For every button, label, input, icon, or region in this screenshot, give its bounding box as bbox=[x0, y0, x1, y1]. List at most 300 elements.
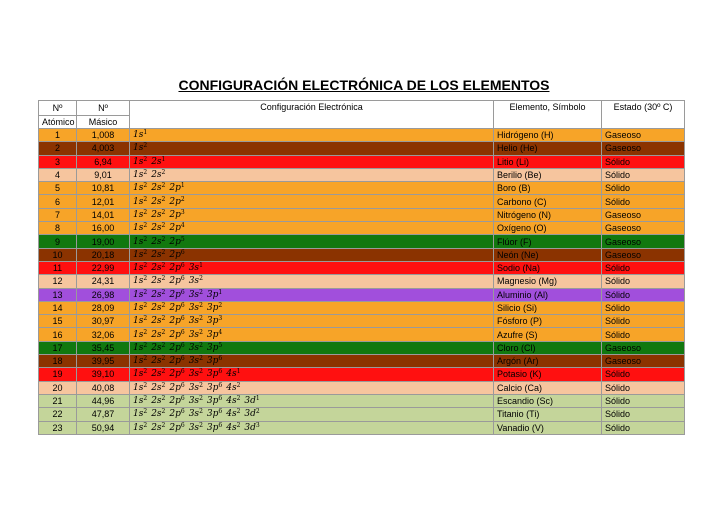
mass-number-cell: 19,00 bbox=[77, 235, 130, 248]
orbital-term bbox=[226, 369, 240, 379]
mass-number-cell: 22,99 bbox=[77, 261, 130, 274]
table-row bbox=[39, 235, 685, 248]
header-mass-number-line2: Másico bbox=[77, 116, 130, 129]
orbital-term bbox=[133, 290, 147, 300]
orbital-electrons: 2 bbox=[143, 341, 148, 349]
orbital-label: 1s bbox=[133, 276, 144, 287]
orbital-electrons: 2 bbox=[199, 328, 203, 336]
orbital-label: 2s bbox=[151, 276, 162, 287]
orbital-electrons: 6 bbox=[180, 275, 185, 283]
orbital-label: 1s bbox=[133, 130, 144, 141]
state-cell: Gaseoso bbox=[602, 222, 685, 235]
orbital-label: 2s bbox=[151, 409, 162, 420]
orbital-label: 2s bbox=[151, 422, 162, 433]
element-cell: Cloro (Cl) bbox=[494, 341, 602, 354]
mass-number-cell: 47,87 bbox=[77, 408, 130, 421]
orbital-electrons: 2 bbox=[255, 408, 260, 416]
orbital-label: 3s bbox=[188, 409, 200, 420]
orbital-term bbox=[133, 197, 147, 207]
orbital-label: 2p bbox=[169, 209, 181, 220]
orbital-label: 3p bbox=[206, 422, 219, 433]
orbital-electrons: 2 bbox=[143, 248, 148, 256]
orbital-electrons: 6 bbox=[180, 288, 185, 296]
orbital-term bbox=[133, 396, 147, 406]
orbital-term bbox=[133, 223, 147, 233]
orbital-electrons: 2 bbox=[143, 381, 148, 389]
orbital-term bbox=[151, 263, 165, 273]
orbital-term bbox=[189, 276, 203, 286]
orbital-term bbox=[169, 396, 184, 406]
orbital-label: 4s bbox=[226, 369, 237, 380]
orbital-label: 1s bbox=[133, 422, 144, 433]
orbital-label: 4s bbox=[226, 382, 237, 393]
table-row bbox=[39, 275, 685, 288]
orbital-electrons: 6 bbox=[180, 302, 185, 309]
orbital-label: 2s bbox=[151, 156, 162, 167]
orbital-term bbox=[189, 290, 203, 300]
orbital-term bbox=[169, 223, 184, 233]
orbital-term bbox=[189, 263, 203, 273]
orbital-label: 2p bbox=[169, 382, 181, 393]
orbital-label: 2s bbox=[151, 289, 162, 300]
state-cell: Sólido bbox=[602, 261, 685, 274]
configuration-cell bbox=[130, 328, 494, 341]
orbital-electrons: 5 bbox=[218, 341, 223, 349]
orbital-electrons: 2 bbox=[161, 302, 166, 309]
configuration-cell bbox=[130, 368, 494, 381]
orbital-term bbox=[207, 290, 222, 300]
orbital-label: 3d bbox=[244, 409, 256, 420]
table-row bbox=[39, 368, 685, 381]
atomic-number-cell: 12 bbox=[39, 275, 77, 288]
state-cell: Gaseoso bbox=[602, 208, 685, 221]
mass-number-cell: 35,45 bbox=[77, 341, 130, 354]
table-row bbox=[39, 355, 685, 368]
orbital-label: 3p bbox=[206, 329, 219, 340]
orbital-label: 2p bbox=[169, 329, 181, 340]
orbital-label: 1s bbox=[133, 223, 144, 234]
atomic-number-cell: 21 bbox=[39, 394, 77, 407]
orbital-term bbox=[226, 423, 240, 433]
table-row bbox=[39, 261, 685, 274]
orbital-term bbox=[189, 316, 203, 326]
orbital-electrons: 6 bbox=[218, 408, 223, 416]
orbital-label: 4s bbox=[226, 422, 237, 433]
element-cell: Aluminio (Al) bbox=[494, 288, 602, 301]
orbital-electrons: 2 bbox=[236, 395, 241, 403]
orbital-term bbox=[133, 409, 147, 419]
orbital-electrons: 2 bbox=[143, 208, 148, 216]
table-row bbox=[39, 381, 685, 394]
orbital-label: 2p bbox=[169, 223, 181, 234]
mass-number-cell: 4,003 bbox=[77, 142, 130, 155]
table-row bbox=[39, 288, 685, 301]
orbital-electrons: 2 bbox=[143, 315, 148, 323]
orbital-term bbox=[151, 369, 165, 379]
orbital-term bbox=[133, 343, 147, 353]
orbital-electrons: 2 bbox=[143, 355, 148, 363]
table-row bbox=[39, 421, 685, 434]
table-row bbox=[39, 208, 685, 221]
orbital-label: 2p bbox=[169, 289, 181, 300]
orbital-term bbox=[244, 409, 259, 419]
orbital-electrons: 1 bbox=[161, 155, 166, 163]
orbital-label: 2p bbox=[169, 422, 181, 433]
orbital-electrons: 2 bbox=[236, 381, 241, 389]
orbital-term bbox=[169, 237, 184, 247]
mass-number-cell: 28,09 bbox=[77, 301, 130, 314]
orbital-label: 2p bbox=[169, 183, 181, 194]
orbital-electrons: 6 bbox=[180, 262, 185, 270]
orbital-electrons: 2 bbox=[143, 155, 148, 163]
orbital-label: 1s bbox=[133, 409, 144, 420]
atomic-number-cell: 16 bbox=[39, 328, 77, 341]
orbital-electrons: 2 bbox=[199, 421, 203, 429]
orbital-label: 2p bbox=[169, 263, 181, 274]
orbital-label: 2p bbox=[169, 369, 181, 380]
orbital-label: 2s bbox=[151, 263, 162, 274]
orbital-electrons: 2 bbox=[199, 355, 203, 363]
orbital-electrons: 2 bbox=[143, 169, 148, 177]
orbital-electrons: 2 bbox=[199, 275, 203, 283]
atomic-number-cell: 1 bbox=[39, 129, 77, 142]
orbital-electrons: 2 bbox=[143, 328, 148, 336]
orbital-label: 3p bbox=[206, 342, 219, 353]
orbital-electrons: 2 bbox=[161, 368, 166, 376]
configuration-cell bbox=[130, 129, 494, 142]
orbital-term bbox=[151, 223, 165, 233]
orbital-electrons: 2 bbox=[143, 195, 148, 203]
atomic-number-cell: 19 bbox=[39, 368, 77, 381]
configuration-cell bbox=[130, 408, 494, 421]
orbital-term bbox=[133, 383, 147, 393]
table-body bbox=[39, 129, 685, 435]
orbital-label: 2p bbox=[169, 196, 181, 207]
orbital-term bbox=[133, 356, 147, 366]
orbital-term bbox=[169, 330, 184, 340]
atomic-number-cell: 23 bbox=[39, 421, 77, 434]
state-cell: Sólido bbox=[602, 275, 685, 288]
orbital-electrons: 2 bbox=[199, 408, 203, 416]
orbital-label: 3s bbox=[188, 422, 200, 433]
configuration-cell bbox=[130, 248, 494, 261]
orbital-electrons: 2 bbox=[199, 315, 203, 323]
orbital-term bbox=[244, 423, 259, 433]
state-cell: Sólido bbox=[602, 421, 685, 434]
orbital-electrons: 3 bbox=[255, 421, 260, 429]
orbital-electrons: 6 bbox=[218, 381, 223, 389]
orbital-label: 2s bbox=[151, 249, 162, 260]
atomic-number-cell: 13 bbox=[39, 288, 77, 301]
element-cell: Sodio (Na) bbox=[494, 261, 602, 274]
header-mass-number-line1: Nº bbox=[77, 101, 130, 116]
orbital-electrons: 2 bbox=[218, 302, 223, 309]
orbital-term bbox=[151, 396, 165, 406]
orbital-term bbox=[151, 303, 165, 313]
orbital-electrons: 2 bbox=[161, 275, 166, 283]
orbital-electrons: 6 bbox=[180, 341, 185, 349]
orbital-label: 1s bbox=[133, 396, 144, 407]
atomic-number-cell: 10 bbox=[39, 248, 77, 261]
mass-number-cell: 20,18 bbox=[77, 248, 130, 261]
configuration-cell bbox=[130, 355, 494, 368]
atomic-number-cell: 3 bbox=[39, 155, 77, 168]
orbital-electrons: 2 bbox=[161, 169, 166, 177]
state-cell: Sólido bbox=[602, 381, 685, 394]
header-configuration: Configuración Electrónica bbox=[130, 101, 494, 129]
orbital-term bbox=[226, 396, 240, 406]
orbital-electrons: 6 bbox=[180, 408, 185, 416]
orbital-electrons: 2 bbox=[236, 408, 241, 416]
orbital-label: 3s bbox=[188, 329, 200, 340]
configuration-cell bbox=[130, 315, 494, 328]
element-cell: Berilio (Be) bbox=[494, 168, 602, 181]
orbital-label: 3p bbox=[206, 316, 219, 327]
orbital-term bbox=[133, 330, 147, 340]
element-cell: Titanio (Ti) bbox=[494, 408, 602, 421]
orbital-electrons: 2 bbox=[161, 315, 166, 323]
element-cell: Escandio (Sc) bbox=[494, 394, 602, 407]
atomic-number-cell: 15 bbox=[39, 315, 77, 328]
orbital-label: 3s bbox=[188, 342, 200, 353]
orbital-electrons: 6 bbox=[180, 421, 185, 429]
orbital-electrons: 2 bbox=[143, 408, 148, 416]
configuration-cell bbox=[130, 381, 494, 394]
mass-number-cell: 32,06 bbox=[77, 328, 130, 341]
orbital-term bbox=[169, 409, 184, 419]
orbital-term bbox=[133, 157, 147, 167]
table-row bbox=[39, 394, 685, 407]
mass-number-cell: 44,96 bbox=[77, 394, 130, 407]
orbital-term bbox=[207, 343, 222, 353]
orbital-electrons: 1 bbox=[218, 288, 223, 296]
orbital-term bbox=[151, 250, 165, 260]
element-cell: Carbono (C) bbox=[494, 195, 602, 208]
state-cell: Gaseoso bbox=[602, 235, 685, 248]
orbital-electrons: 1 bbox=[180, 182, 185, 190]
orbital-label: 2p bbox=[169, 409, 181, 420]
atomic-number-cell: 11 bbox=[39, 261, 77, 274]
orbital-term bbox=[189, 356, 203, 366]
header-element: Elemento, Símbolo bbox=[494, 101, 602, 129]
orbital-term bbox=[133, 263, 147, 273]
orbital-label: 1s bbox=[133, 342, 144, 353]
orbital-electrons: 5 bbox=[180, 235, 185, 243]
orbital-label: 3p bbox=[206, 409, 219, 420]
table-row bbox=[39, 341, 685, 354]
orbital-label: 1s bbox=[133, 289, 144, 300]
element-cell: Magnesio (Mg) bbox=[494, 275, 602, 288]
orbital-term bbox=[207, 423, 222, 433]
orbital-electrons: 2 bbox=[143, 302, 148, 309]
orbital-term bbox=[189, 343, 203, 353]
orbital-electrons: 2 bbox=[199, 341, 203, 349]
orbital-label: 2s bbox=[151, 369, 162, 380]
configuration-cell bbox=[130, 195, 494, 208]
configuration-cell bbox=[130, 421, 494, 434]
orbital-electrons: 2 bbox=[161, 421, 166, 429]
orbital-electrons: 6 bbox=[218, 368, 223, 376]
configuration-cell bbox=[130, 208, 494, 221]
state-cell: Sólido bbox=[602, 328, 685, 341]
orbital-electrons: 2 bbox=[143, 275, 148, 283]
orbital-label: 2s bbox=[151, 303, 162, 313]
orbital-label: 3s bbox=[188, 316, 200, 327]
state-cell: Gaseoso bbox=[602, 355, 685, 368]
orbital-electrons: 3 bbox=[218, 315, 223, 323]
table-row bbox=[39, 142, 685, 155]
orbital-term bbox=[169, 356, 184, 366]
orbital-label: 1s bbox=[133, 356, 144, 367]
orbital-term bbox=[189, 369, 203, 379]
orbital-electrons: 2 bbox=[199, 395, 203, 403]
orbital-term bbox=[207, 369, 222, 379]
orbital-label: 1s bbox=[133, 170, 144, 181]
orbital-electrons: 6 bbox=[180, 355, 185, 363]
orbital-term bbox=[189, 423, 203, 433]
orbital-electrons: 6 bbox=[180, 381, 185, 389]
orbital-term bbox=[151, 423, 165, 433]
orbital-term bbox=[151, 170, 165, 180]
orbital-term bbox=[133, 316, 147, 326]
orbital-label: 2s bbox=[151, 396, 162, 407]
state-cell: Sólido bbox=[602, 315, 685, 328]
atomic-number-cell: 18 bbox=[39, 355, 77, 368]
configuration-cell bbox=[130, 301, 494, 314]
orbital-electrons: 2 bbox=[143, 235, 148, 243]
orbital-electrons: 2 bbox=[161, 395, 166, 403]
orbital-label: 1s bbox=[133, 183, 144, 194]
orbital-label: 3s bbox=[188, 276, 200, 287]
mass-number-cell: 10,81 bbox=[77, 182, 130, 195]
table-row bbox=[39, 222, 685, 235]
configuration-cell bbox=[130, 142, 494, 155]
orbital-electrons: 1 bbox=[255, 395, 260, 403]
orbital-electrons: 2 bbox=[161, 408, 166, 416]
orbital-label: 1s bbox=[133, 196, 144, 207]
configuration-cell bbox=[130, 222, 494, 235]
state-cell: Gaseoso bbox=[602, 129, 685, 142]
mass-number-cell: 24,31 bbox=[77, 275, 130, 288]
state-cell: Gaseoso bbox=[602, 341, 685, 354]
orbital-electrons: 2 bbox=[143, 222, 148, 230]
orbital-label: 2p bbox=[169, 303, 181, 313]
orbital-term bbox=[133, 369, 147, 379]
orbital-electrons: 6 bbox=[180, 328, 185, 336]
orbital-label: 4s bbox=[226, 396, 237, 407]
state-cell: Gaseoso bbox=[602, 248, 685, 261]
orbital-label: 1s bbox=[133, 382, 144, 393]
orbital-electrons: 3 bbox=[180, 208, 185, 216]
orbital-electrons: 6 bbox=[180, 395, 185, 403]
mass-number-cell: 50,94 bbox=[77, 421, 130, 434]
mass-number-cell: 1,008 bbox=[77, 129, 130, 142]
element-cell: Argón (Ar) bbox=[494, 355, 602, 368]
mass-number-cell: 30,97 bbox=[77, 315, 130, 328]
orbital-electrons: 2 bbox=[143, 421, 148, 429]
configuration-cell bbox=[130, 182, 494, 195]
orbital-term bbox=[169, 197, 184, 207]
orbital-electrons: 6 bbox=[180, 315, 185, 323]
orbital-label: 2s bbox=[151, 316, 162, 327]
orbital-term bbox=[151, 356, 165, 366]
orbital-term bbox=[133, 183, 147, 193]
orbital-term bbox=[133, 237, 147, 247]
orbital-term bbox=[133, 303, 147, 313]
orbital-term bbox=[169, 210, 184, 220]
elements-table bbox=[38, 100, 685, 435]
atomic-number-cell: 4 bbox=[39, 168, 77, 181]
orbital-label: 1s bbox=[133, 249, 144, 260]
orbital-label: 2p bbox=[169, 249, 181, 260]
orbital-label: 3p bbox=[206, 369, 219, 380]
orbital-label: 3p bbox=[206, 289, 219, 300]
state-cell: Sólido bbox=[602, 168, 685, 181]
orbital-label: 3s bbox=[188, 289, 200, 300]
state-cell: Sólido bbox=[602, 155, 685, 168]
orbital-term bbox=[151, 290, 165, 300]
table-row bbox=[39, 301, 685, 314]
orbital-electrons: 4 bbox=[218, 328, 223, 336]
orbital-electrons: 6 bbox=[218, 395, 223, 403]
orbital-term bbox=[133, 250, 147, 260]
orbital-electrons: 2 bbox=[143, 368, 148, 376]
orbital-electrons: 2 bbox=[143, 395, 148, 403]
orbital-term bbox=[133, 170, 147, 180]
orbital-electrons: 2 bbox=[161, 235, 166, 243]
orbital-term bbox=[169, 303, 184, 313]
orbital-term bbox=[189, 396, 203, 406]
orbital-electrons: 2 bbox=[161, 381, 166, 389]
orbital-label: 3p bbox=[206, 303, 219, 313]
orbital-term bbox=[151, 157, 165, 167]
orbital-term bbox=[207, 396, 222, 406]
mass-number-cell: 26,98 bbox=[77, 288, 130, 301]
mass-number-cell: 14,01 bbox=[77, 208, 130, 221]
orbital-term bbox=[189, 383, 203, 393]
orbital-label: 2s bbox=[151, 170, 162, 181]
element-cell: Nitrógeno (N) bbox=[494, 208, 602, 221]
orbital-term bbox=[151, 383, 165, 393]
orbital-electrons: 6 bbox=[218, 355, 223, 363]
orbital-term bbox=[207, 409, 222, 419]
header-state: Estado (30º C) bbox=[602, 101, 685, 129]
orbital-electrons: 4 bbox=[180, 222, 185, 230]
orbital-electrons: 2 bbox=[161, 248, 166, 256]
orbital-term bbox=[226, 409, 240, 419]
orbital-label: 1s bbox=[133, 263, 144, 274]
configuration-cell bbox=[130, 155, 494, 168]
orbital-electrons: 2 bbox=[236, 421, 241, 429]
element-cell: Flúor (F) bbox=[494, 235, 602, 248]
orbital-electrons: 2 bbox=[161, 341, 166, 349]
orbital-electrons: 2 bbox=[161, 328, 166, 336]
orbital-label: 2p bbox=[169, 236, 181, 247]
atomic-number-cell: 17 bbox=[39, 341, 77, 354]
orbital-term bbox=[151, 183, 165, 193]
element-cell: Calcio (Ca) bbox=[494, 381, 602, 394]
table-row bbox=[39, 155, 685, 168]
orbital-term bbox=[207, 330, 222, 340]
orbital-label: 3s bbox=[188, 263, 200, 274]
orbital-term bbox=[151, 210, 165, 220]
orbital-electrons: 2 bbox=[180, 195, 185, 203]
orbital-label: 1s bbox=[133, 156, 144, 167]
orbital-electrons: 2 bbox=[199, 302, 203, 309]
orbital-term bbox=[169, 183, 184, 193]
element-cell: Litio (Li) bbox=[494, 155, 602, 168]
orbital-electrons: 2 bbox=[143, 262, 148, 270]
